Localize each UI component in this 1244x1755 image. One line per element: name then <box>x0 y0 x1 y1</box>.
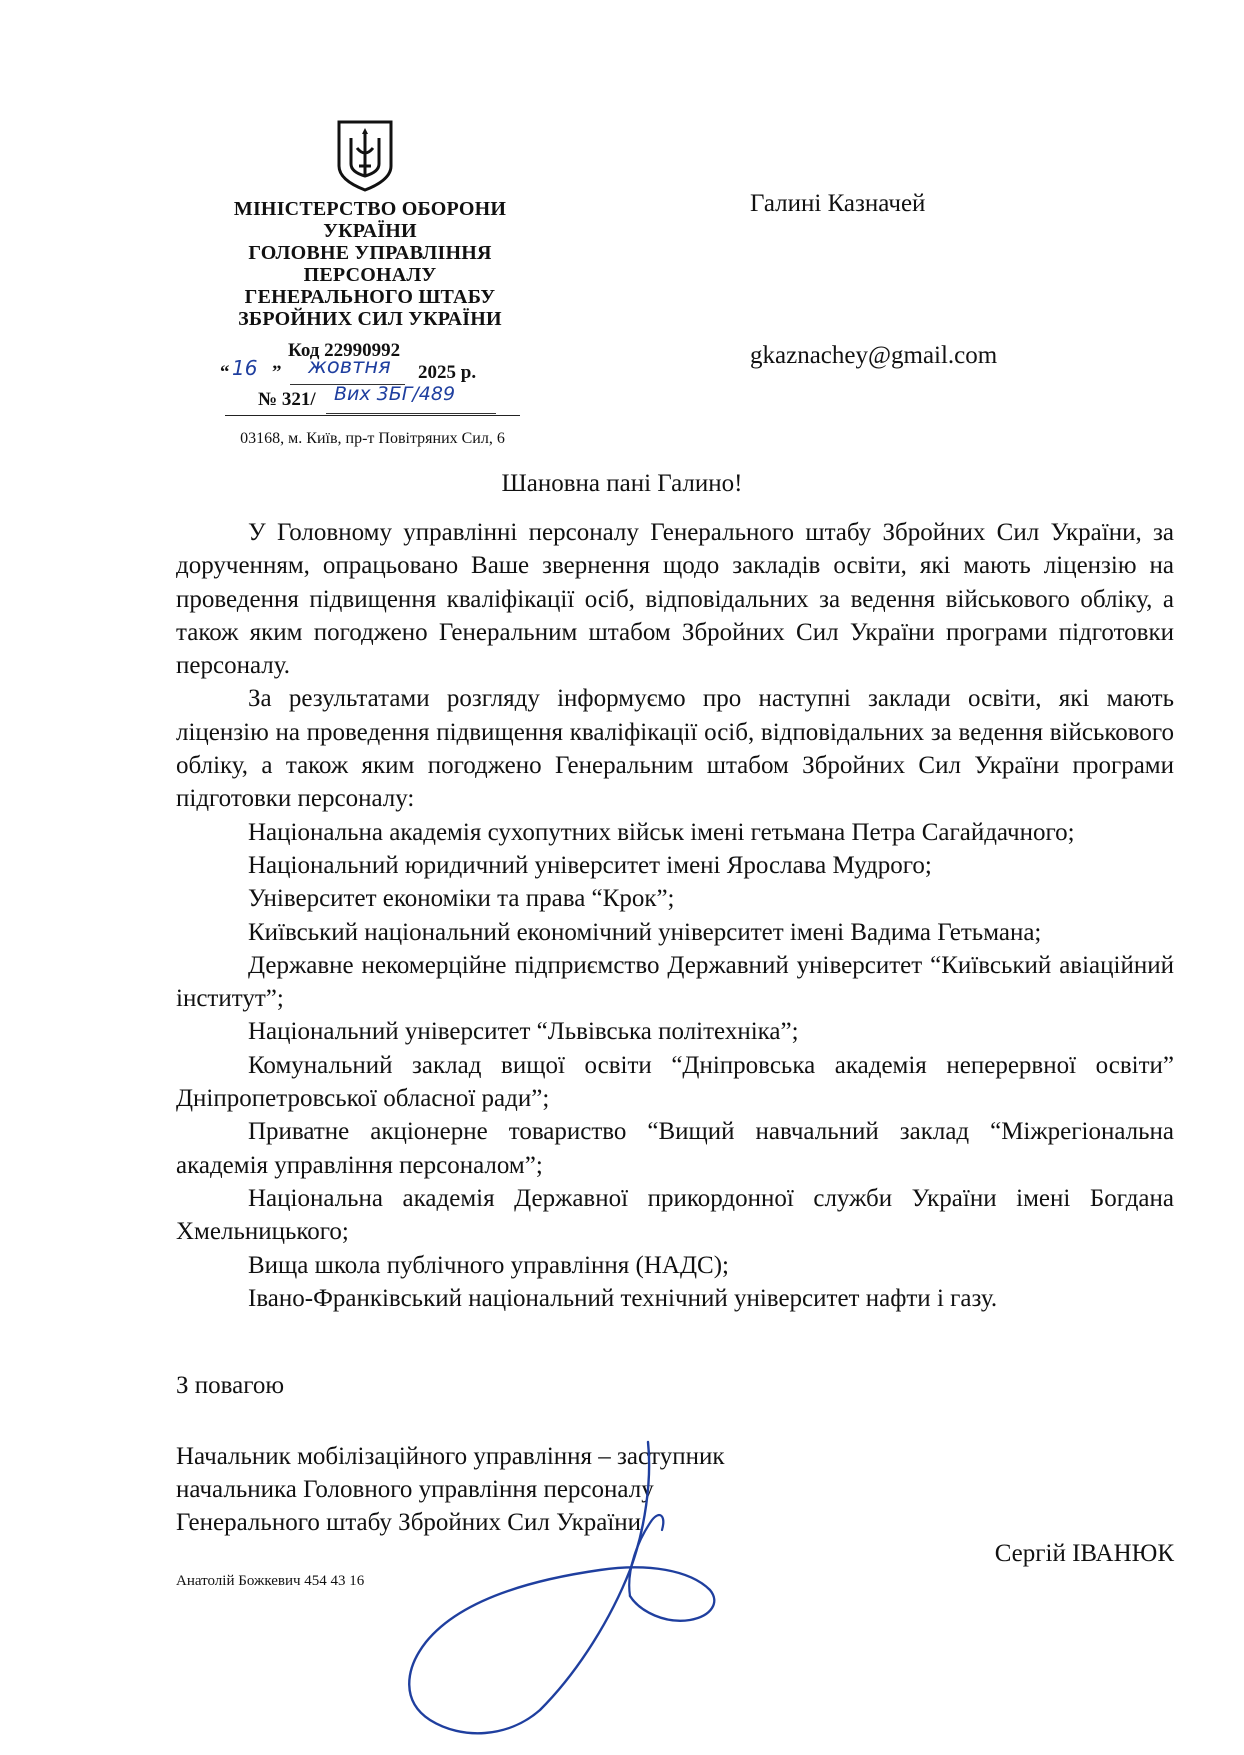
list-item: Національний юридичний університет імені Ярослава Мудрого; <box>248 851 932 879</box>
date-month: жовтня <box>308 354 391 378</box>
organization-address: 03168, м. Київ, пр-т Повітряних Сил, 6 <box>240 430 505 447</box>
closing-regards: З повагою <box>176 1372 285 1399</box>
organization-code: Код 22990992 <box>288 340 401 361</box>
recipient-email: gkaznachey@gmail.com <box>750 342 998 369</box>
list-item: Університет економіки та права “Крок”; <box>248 885 675 913</box>
paragraph: У Головному управлінні персоналу Генерального штабу Збройних Сил України, за дорученням, опрацьовано Ваше звернення щодо закладів освіти, які мають ліцензію на проведення підвищення кваліфікації осіб, відповідальних за ведення військового обліку, а також яким погоджено Генеральним штабом Збройних Сил України програми підготовки персоналу. <box>176 519 1174 680</box>
letter-number <box>258 383 518 417</box>
institution-list <box>176 816 1174 1315</box>
greeting: Шановна пані Галино! <box>501 470 743 497</box>
org-line: ГОЛОВНЕ УПРАВЛІННЯ <box>248 242 492 264</box>
org-line: МІНІСТЕРСТВО ОБОРОНИ <box>233 198 507 220</box>
paragraph: За результатами розгляду інформуємо про наступні заклади освіти, які мають ліцензію на проведення підвищення кваліфікації осіб, відповідальних за ведення військового обліку, а також яким погоджено Генеральним штабом Збройних Сил України програми підготовки персоналу: <box>176 685 1174 813</box>
list-item: Національний університет “Львівська політехніка”; <box>248 1018 799 1046</box>
org-line: ГЕНЕРАЛЬНОГО ШТАБУ <box>244 286 496 308</box>
date-open-quote: “ <box>220 362 230 383</box>
org-line: ЗБРОЙНИХ СИЛ УКРАЇНИ <box>238 308 502 330</box>
list-item: Вища школа публічного управління (НАДС); <box>248 1251 729 1279</box>
date-year: 2025 р. <box>418 362 477 383</box>
number-prefix: № 321/ <box>258 389 316 410</box>
list-item: Івано-Франківський національний технічний університет нафти і газу. <box>248 1284 998 1312</box>
signer-name: Сергій ІВАНЮК <box>994 1540 1174 1567</box>
organization-header <box>190 198 550 330</box>
list-item: Київський національний економічний університет імені Вадима Гетьмана; <box>248 918 1042 946</box>
list-item: Національна академія сухопутних військ імені гетьмана Петра Сагайдачного; <box>248 818 1075 846</box>
date-close-quote: ” <box>272 362 282 383</box>
list-item: Комунальний заклад вищої освіти “Дніпровська академія неперервної освіти” Дніпропетровської обласної ради”; <box>176 1051 1174 1113</box>
signer-title-line: Генерального штабу Збройних Сил України <box>176 1509 642 1536</box>
signer-title-line: Начальник мобілізаційного управління – заступник <box>176 1443 725 1470</box>
signer-title-line: начальника Головного управління персоналу <box>176 1476 654 1503</box>
list-item: Національна академія Державної прикордонної служби України імені Богдана Хмельницького; <box>176 1184 1174 1246</box>
executor-contact: Анатолій Божкевич 454 43 16 <box>176 1573 365 1589</box>
recipient-name: Галині Казначей <box>750 190 926 217</box>
number-underline <box>326 413 496 414</box>
date-day: 16 <box>232 356 258 380</box>
header-divider <box>225 415 520 416</box>
coat-of-arms-icon <box>335 118 395 194</box>
org-line: ПЕРСОНАЛУ <box>303 264 437 286</box>
letter-body <box>176 516 1174 1315</box>
registration-number: Вих 3БГ/489 <box>334 383 456 405</box>
list-item: Приватне акціонерне товариство “Вищий навчальний заклад “Міжрегіональна академія управління персоналом”; <box>176 1118 1174 1179</box>
org-line: УКРАЇНИ <box>323 220 417 242</box>
list-item: Державне некомерційне підприємство Державний університет “Київський авіаційний інститут”; <box>176 951 1174 1013</box>
handwritten-signature <box>390 1420 810 1740</box>
